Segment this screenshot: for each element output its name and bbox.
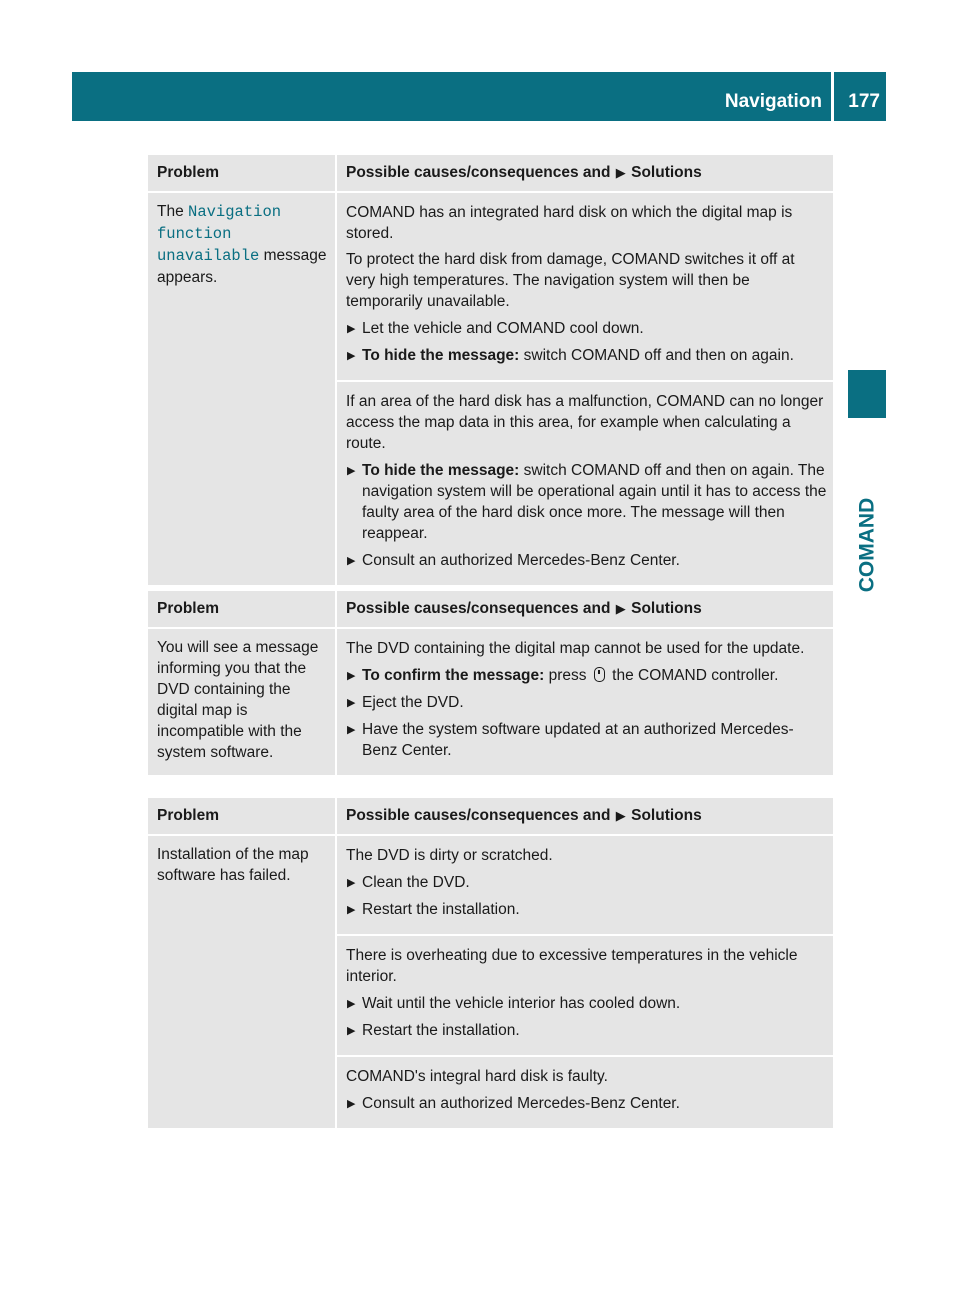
- step-arrow-icon: ▶: [347, 465, 356, 477]
- header-solutions: Possible causes/consequences and ▶ Solutions: [337, 155, 833, 191]
- cause-cell: [337, 1057, 833, 1128]
- troubleshooting-table-2: [148, 591, 833, 775]
- section-title: Navigation: [724, 91, 822, 112]
- step-arrow-icon: ▶: [347, 877, 356, 889]
- cause-text: COMAND has an integrated hard disk on which the digital map is stored.: [346, 204, 793, 242]
- step-arrow-icon: ▶: [347, 350, 356, 362]
- cause-text: To protect the hard disk from damage, COMAND switches it off at very high temperatures. The navigation system will then be temporarily unavailable.: [346, 251, 795, 310]
- step-arrow-icon: ▶: [347, 555, 356, 567]
- solution-step: ▶ To confirm the message: press the COMAND controller.: [347, 667, 779, 684]
- solution-step: ▶ Restart the installation.: [347, 1022, 520, 1039]
- solution-step: ▶ Let the vehicle and COMAND cool down.: [347, 320, 644, 337]
- header-problem: Problem: [148, 155, 335, 191]
- solution-step: ▶ Restart the installation.: [347, 901, 520, 918]
- solution-step: ▶ Have the system software updated at an authorized Mercedes-Benz Center.: [347, 721, 794, 759]
- header-problem: Problem: [148, 798, 335, 834]
- troubleshooting-table-1: [148, 155, 833, 585]
- page-header: [72, 72, 886, 121]
- cause-text: COMAND's integral hard disk is faulty.: [346, 1068, 608, 1085]
- controller-press-icon: [594, 667, 605, 682]
- chapter-tab-marker: [848, 370, 886, 418]
- display-message-code: Navigation: [188, 203, 282, 221]
- step-arrow-icon: ▶: [347, 724, 356, 736]
- arrow-right-icon: ▶: [615, 601, 626, 616]
- step-arrow-icon: ▶: [347, 697, 356, 709]
- troubleshooting-table-3: [148, 798, 833, 1128]
- page-number: 177: [848, 91, 880, 112]
- display-message-code: function: [157, 225, 232, 243]
- problem-cell: You will see a message informing you that the DVD containing the digital map is incompatible with the system software.: [148, 629, 335, 775]
- solution-step: ▶ Wait until the vehicle interior has cooled down.: [347, 995, 681, 1012]
- cause-text: There is overheating due to excessive temperatures in the vehicle interior.: [346, 947, 798, 985]
- step-arrow-icon: ▶: [347, 670, 356, 682]
- cause-text: If an area of the hard disk has a malfunction, COMAND can no longer access the map data in this area, for example when calculating a route.: [346, 393, 824, 452]
- solution-step: ▶ Eject the DVD.: [347, 694, 464, 711]
- cause-cell: [337, 629, 833, 775]
- arrow-right-icon: ▶: [615, 808, 626, 823]
- solution-step: ▶ To hide the message: switch COMAND off and then on again.: [347, 347, 794, 364]
- problem-cell: The Navigation function unavailable message appears.: [148, 193, 335, 585]
- cause-text: The DVD containing the digital map cannot be used for the update.: [346, 640, 805, 657]
- solution-step: ▶ Consult an authorized Mercedes-Benz Center.: [347, 1095, 680, 1112]
- solution-step: ▶ Consult an authorized Mercedes-Benz Center.: [347, 552, 680, 569]
- cause-cell: [337, 382, 833, 585]
- step-arrow-icon: ▶: [347, 323, 356, 335]
- step-arrow-icon: ▶: [347, 1025, 356, 1037]
- cause-cell: [337, 936, 833, 1055]
- step-arrow-icon: ▶: [347, 1098, 356, 1110]
- solution-step: ▶ Clean the DVD.: [347, 874, 470, 891]
- arrow-right-icon: ▶: [615, 165, 626, 180]
- header-divider: [831, 72, 834, 121]
- cause-cell: [337, 193, 833, 380]
- step-arrow-icon: ▶: [347, 998, 356, 1010]
- cause-cell: [337, 836, 833, 934]
- chapter-label: COMAND: [855, 497, 879, 593]
- display-message-code: unavailable: [157, 247, 260, 265]
- header-solutions: Possible causes/consequences and ▶ Solutions: [337, 591, 833, 627]
- header-solutions: Possible causes/consequences and ▶ Solutions: [337, 798, 833, 834]
- header-problem: Problem: [148, 591, 335, 627]
- solution-step: ▶ To hide the message: switch COMAND off and then on again. The navigation system will be operational again until it has to access the faulty area of the hard disk once more. The message will then reappear.: [347, 462, 827, 542]
- step-arrow-icon: ▶: [347, 904, 356, 916]
- problem-cell: Installation of the map software has failed.: [148, 836, 335, 1128]
- cause-text: The DVD is dirty or scratched.: [346, 847, 553, 864]
